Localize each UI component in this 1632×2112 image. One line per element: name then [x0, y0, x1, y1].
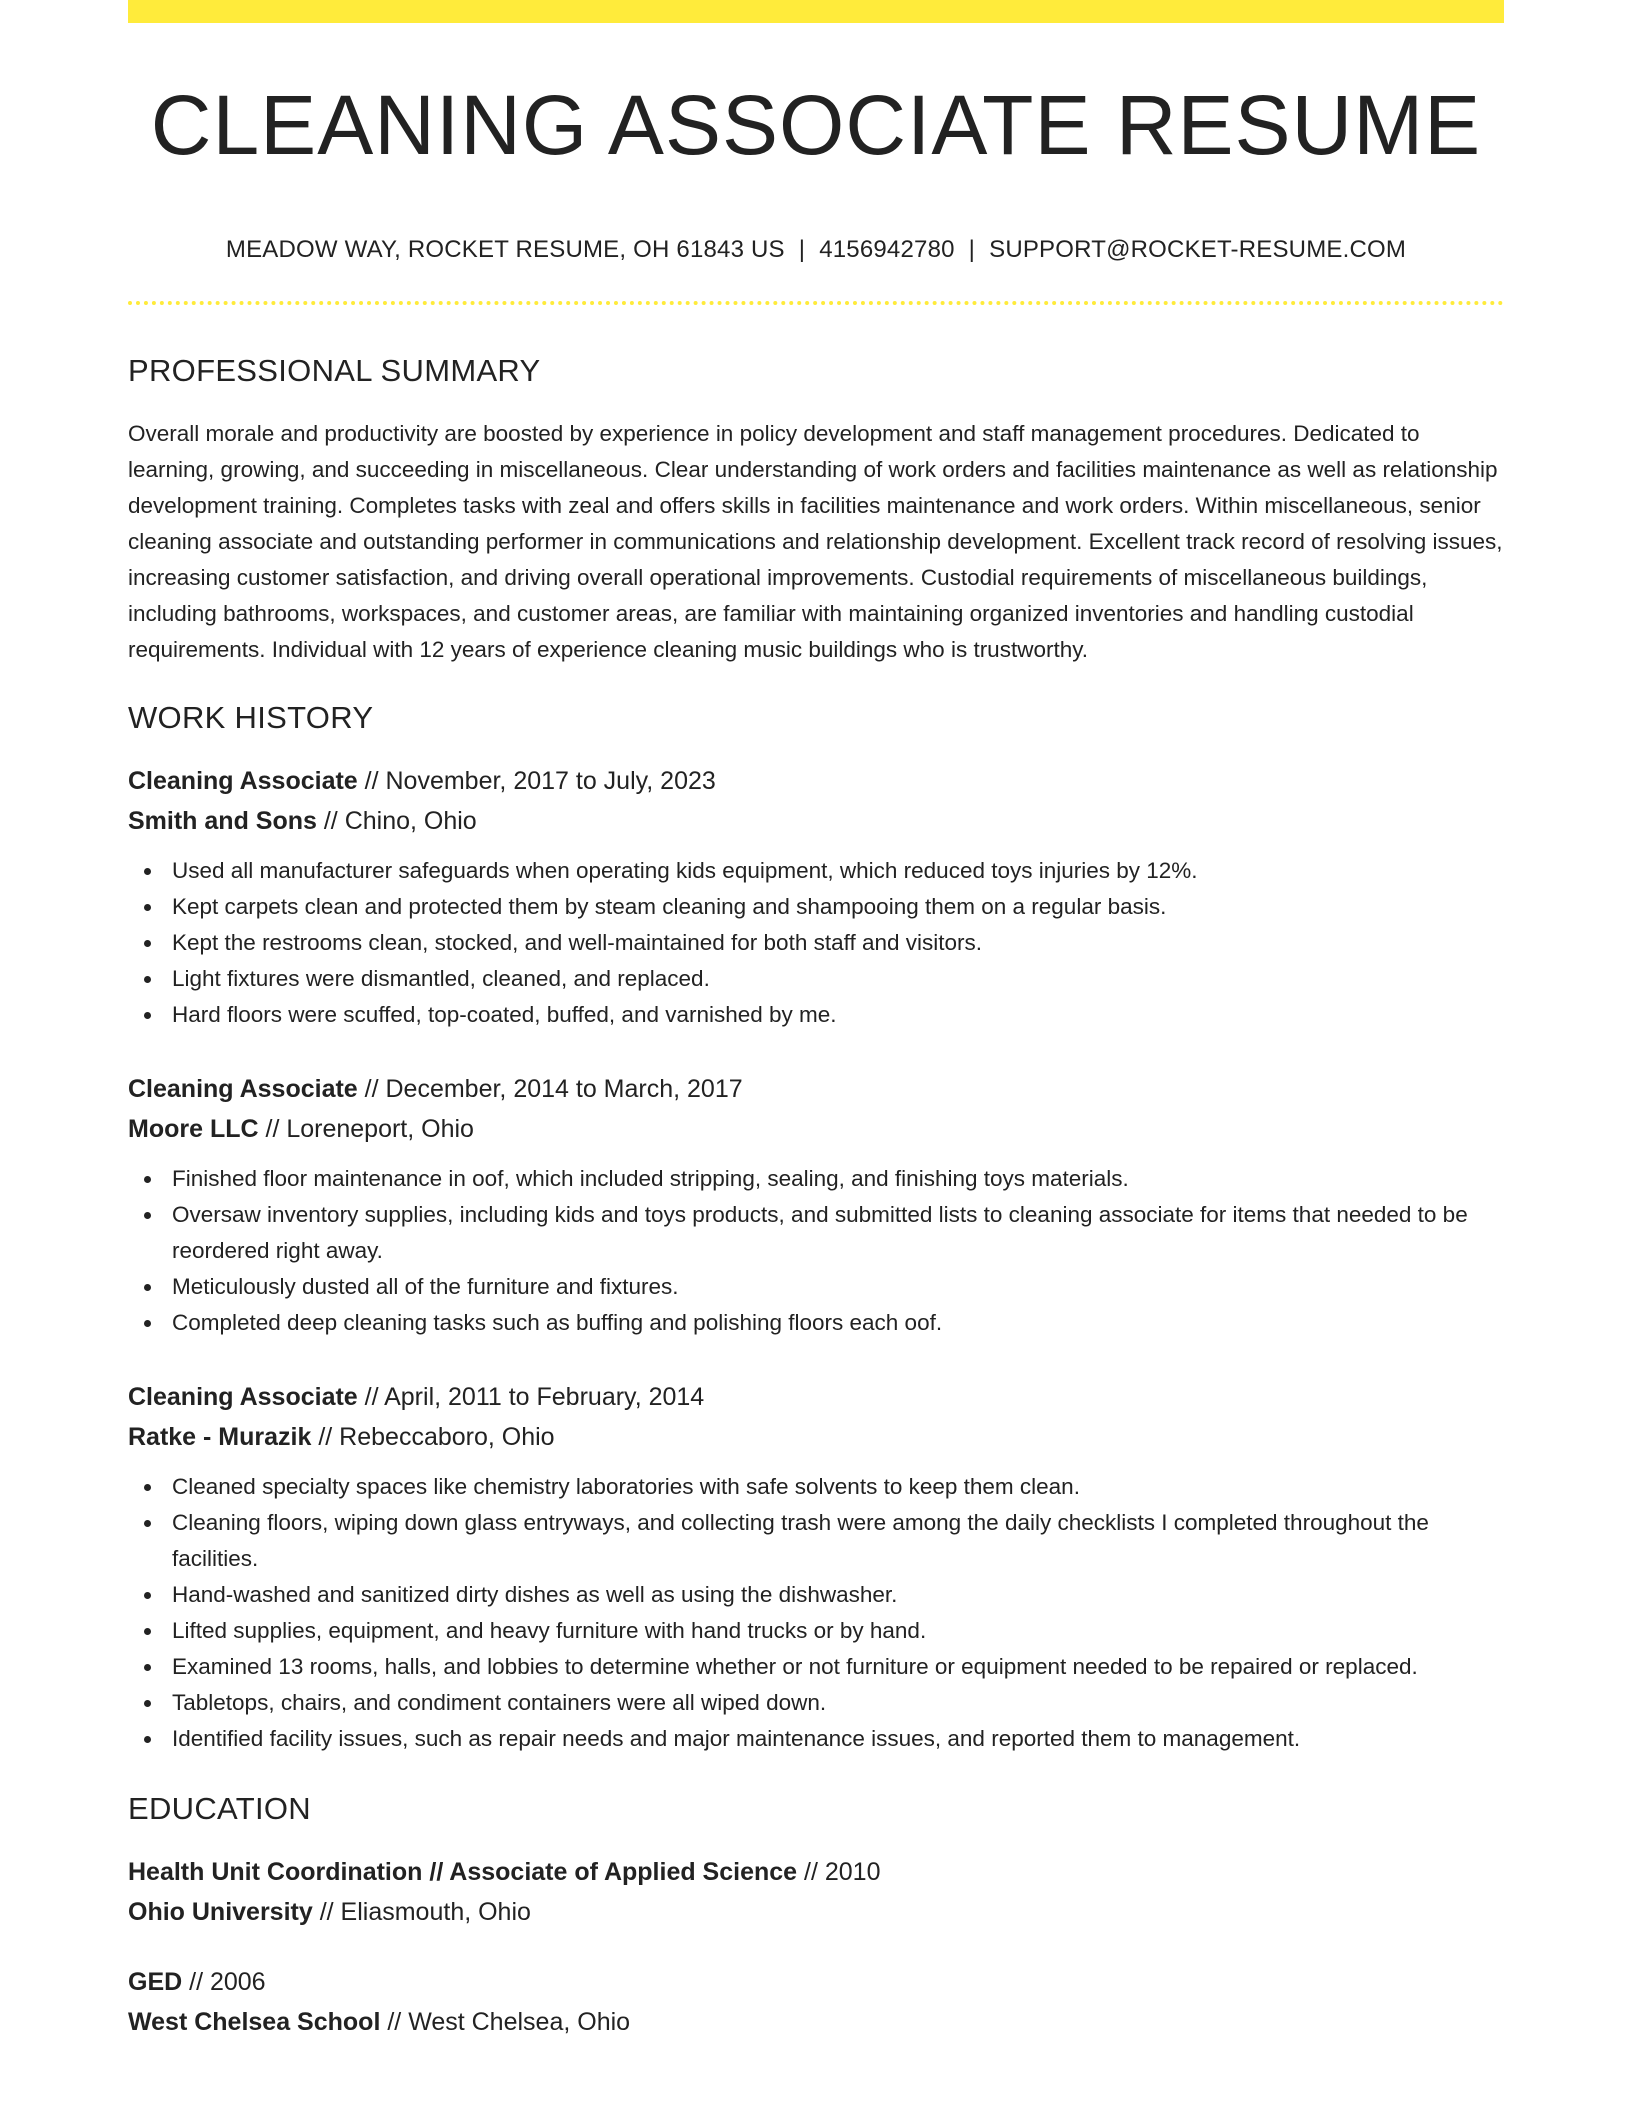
job-company-line	[128, 801, 1504, 841]
job-bullet: Cleaning floors, wiping down glass entryways, and collecting trash were among the daily checklists I completed throughout the facilities.	[128, 1505, 1504, 1577]
job-bullet: Tabletops, chairs, and condiment containers were all wiped down.	[128, 1685, 1504, 1721]
job-bullets	[128, 1161, 1504, 1341]
job-bullet: Meticulously dusted all of the furniture and fixtures.	[128, 1269, 1504, 1305]
resume-title: CLEANING ASSOCIATE RESUME	[150, 78, 1482, 172]
job-company-line	[128, 1109, 1504, 1149]
job-title: Cleaning Associate	[128, 1383, 358, 1411]
education-year: // 2006	[182, 1968, 266, 1996]
education-entry	[128, 1852, 1504, 1932]
job-title: Cleaning Associate	[128, 1075, 358, 1103]
job-dates: // November, 2017 to July, 2023	[357, 767, 716, 795]
job-bullet: Examined 13 rooms, halls, and lobbies to determine whether or not furniture or equipment needed to be repaired or replaced.	[128, 1649, 1504, 1685]
job-bullets	[128, 853, 1504, 1033]
job-location: // Loreneport, Ohio	[258, 1115, 474, 1143]
contact-email: SUPPORT@ROCKET-RESUME.COM	[989, 236, 1407, 263]
education-heading: EDUCATION	[128, 1791, 311, 1826]
summary-text: Overall morale and productivity are boosted by experience in policy development and staff management procedures. Dedicated to learning, growing, and succeeding in miscellaneous. Clear understanding of work orders and facilities maintenance as well as relationship development training. Completes tasks with zeal and offers skills in facilities maintenance and work orders. Within miscellaneous, senior cleaning associate and outstanding performer in communications and relationship development. Excellent track record of resolving issues, increasing customer satisfaction, and driving overall operational improvements. Custodial requirements of miscellaneous buildings, including bathrooms, workspaces, and customer areas, are familiar with maintaining organized inventories and handling custodial requirements. Individual with 12 years of experience cleaning music buildings who is trustworthy.	[128, 421, 1503, 662]
education-degree: GED	[128, 1968, 183, 1996]
job-bullet: Identified facility issues, such as repair needs and major maintenance issues, and reported them to management.	[128, 1721, 1504, 1757]
job-bullet: Light fixtures were dismantled, cleaned, and replaced.	[128, 961, 1504, 997]
job-bullet: Cleaned specialty spaces like chemistry laboratories with safe solvents to keep them clean.	[128, 1469, 1504, 1505]
contact-separator: |	[968, 236, 976, 263]
education-degree-line	[128, 1962, 1504, 2002]
education-degree-line	[128, 1852, 1504, 1892]
job-bullet: Kept the restrooms clean, stocked, and well-maintained for both staff and visitors.	[128, 925, 1504, 961]
job-entry	[128, 761, 1504, 1033]
job-title: Cleaning Associate	[128, 767, 358, 795]
job-bullet: Used all manufacturer safeguards when operating kids equipment, which reduced toys injuries by 12%.	[128, 853, 1504, 889]
job-bullet: Lifted supplies, equipment, and heavy furniture with hand trucks or by hand.	[128, 1613, 1504, 1649]
education-school: Ohio University	[128, 1898, 313, 1926]
job-bullet: Kept carpets clean and protected them by steam cleaning and shampooing them on a regular basis.	[128, 889, 1504, 925]
job-company-line	[128, 1417, 1504, 1457]
job-company: Smith and Sons	[128, 807, 317, 835]
header-divider	[128, 301, 1504, 305]
education-location: // Eliasmouth, Ohio	[312, 1898, 531, 1926]
job-company: Moore LLC	[128, 1115, 259, 1143]
job-bullets	[128, 1469, 1504, 1757]
job-location: // Rebeccaboro, Ohio	[311, 1423, 555, 1451]
education-degree: Health Unit Coordination // Associate of Applied Science	[128, 1858, 798, 1886]
job-entry	[128, 1069, 1504, 1341]
education-school: West Chelsea School	[128, 2008, 381, 2036]
resume-content	[128, 23, 1504, 2042]
job-bullet: Finished floor maintenance in oof, which included stripping, sealing, and finishing toys materials.	[128, 1161, 1504, 1197]
accent-top-bar	[128, 0, 1504, 23]
job-location: // Chino, Ohio	[316, 807, 477, 835]
education-entry	[128, 1962, 1504, 2042]
job-entry	[128, 1377, 1504, 1757]
job-bullet: Oversaw inventory supplies, including kids and toys products, and submitted lists to cleaning associate for items that needed to be reordered right away.	[128, 1197, 1504, 1269]
job-dates: // April, 2011 to February, 2014	[357, 1383, 705, 1411]
contact-separator: |	[798, 236, 806, 263]
contact-line	[128, 238, 1504, 262]
job-bullet: Completed deep cleaning tasks such as buffing and polishing floors each oof.	[128, 1305, 1504, 1341]
job-bullet: Hard floors were scuffed, top-coated, buffed, and varnished by me.	[128, 997, 1504, 1033]
education-school-line	[128, 1892, 1504, 1932]
job-company: Ratke - Murazik	[128, 1423, 312, 1451]
contact-address: MEADOW WAY, ROCKET RESUME, OH 61843 US	[225, 236, 785, 263]
job-title-line	[128, 761, 1504, 801]
job-title-line	[128, 1069, 1504, 1109]
job-bullet: Hand-washed and sanitized dirty dishes as well as using the dishwasher.	[128, 1577, 1504, 1613]
job-dates: // December, 2014 to March, 2017	[357, 1075, 743, 1103]
education-location: // West Chelsea, Ohio	[380, 2008, 631, 2036]
education-year: // 2010	[797, 1858, 881, 1886]
work-history-heading: WORK HISTORY	[128, 700, 374, 735]
job-title-line	[128, 1377, 1504, 1417]
contact-phone: 4156942780	[819, 236, 955, 263]
summary-heading: PROFESSIONAL SUMMARY	[128, 353, 541, 388]
education-school-line	[128, 2002, 1504, 2042]
